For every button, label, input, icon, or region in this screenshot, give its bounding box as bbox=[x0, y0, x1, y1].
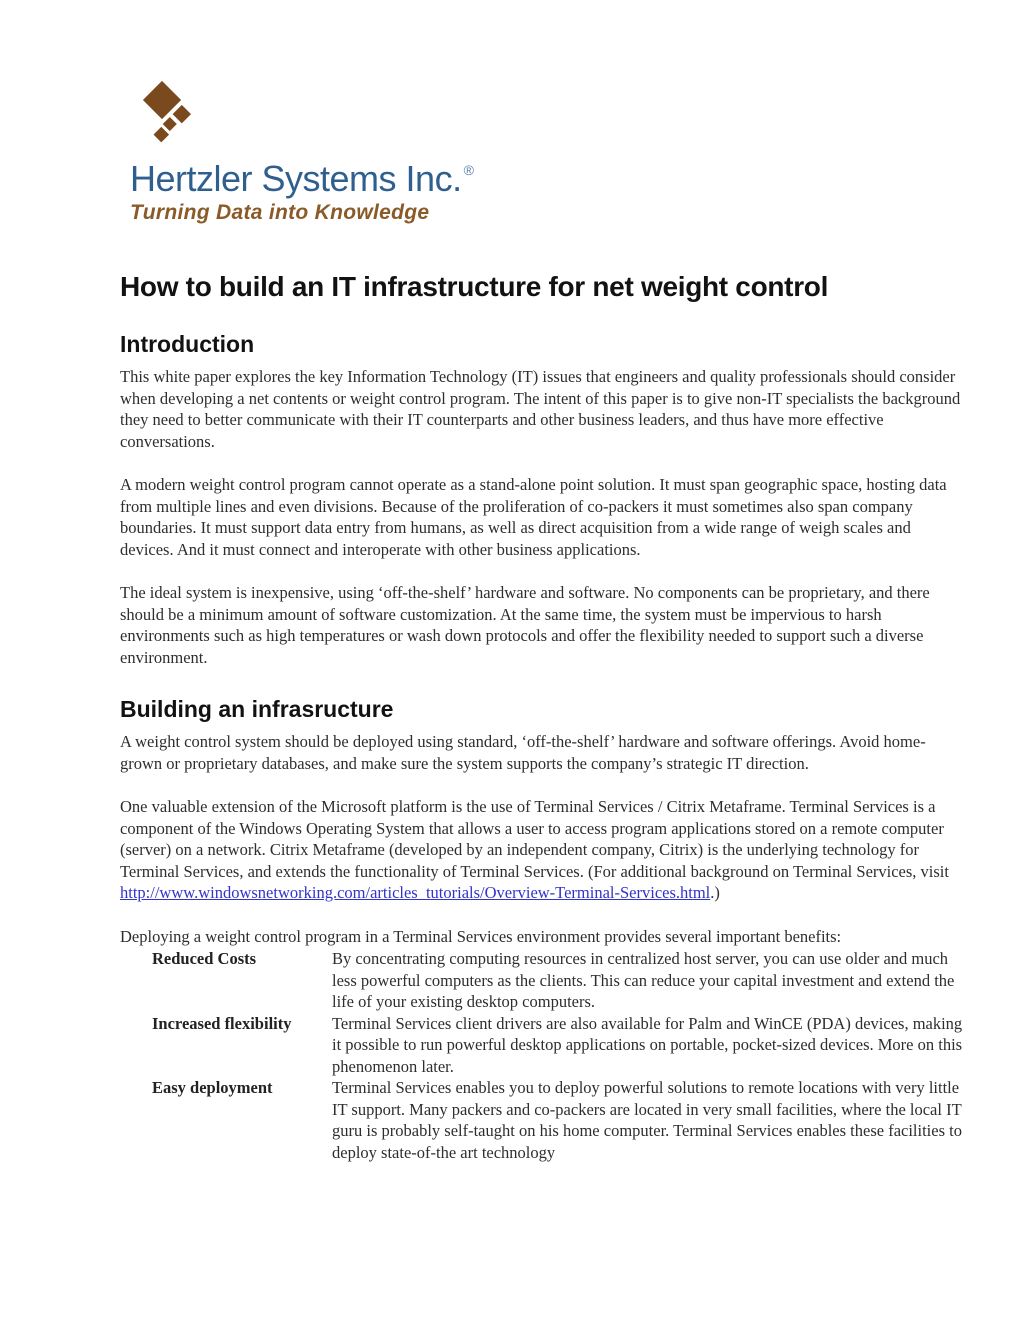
document-title: How to build an IT infrastructure for net weight control bbox=[120, 271, 829, 302]
benefit-row-increased-flexibility bbox=[152, 1013, 966, 1078]
company-tagline: Turning Data into Knowledge bbox=[130, 201, 430, 224]
building-paragraph-1: A weight control system should be deployed using standard, ‘off-the-shelf’ hardware and software offerings. Avoid home-grown or proprietary databases, and make sure the system supports the company’s strategic IT direction. bbox=[120, 732, 926, 773]
document-body bbox=[120, 271, 966, 1163]
benefit-term: Increased flexibility bbox=[152, 1013, 292, 1033]
terminal-services-link[interactable]: http://www.windowsnetworking.com/articles_tutorials/Overview-Terminal-Services.html bbox=[120, 883, 711, 902]
introduction-heading: Introduction bbox=[120, 331, 255, 357]
company-name-text: Hertzler Systems Inc. bbox=[130, 158, 462, 199]
section-introduction bbox=[120, 331, 966, 668]
benefit-term: Easy deployment bbox=[152, 1078, 273, 1097]
introduction-paragraph-3: The ideal system is inexpensive, using ‘off-the-shelf’ hardware and software. No components can be proprietary, and there should be a minimum amount of software customization. At the same time, the system must be impervious to harsh environments such as high temperatures or wash down protocols and offer the flexibility needed to support such a diverse environment. bbox=[120, 583, 930, 667]
benefit-description: Terminal Services enables you to deploy powerful solutions to remote locations with very little IT support. Many packers and co-packers are located in very small facilities, where the local IT guru is probably self-taught on his home computer. Terminal Services enables these facilities to deploy state-of-the art technology bbox=[332, 1078, 962, 1162]
terminal-services-text-after-link: .) bbox=[710, 883, 720, 902]
terminal-services-paragraph bbox=[120, 796, 966, 904]
building-infrastructure-heading: Building an infrasructure bbox=[120, 696, 394, 722]
introduction-paragraph-1: This white paper explores the key Information Technology (IT) issues that engineers and quality professionals should consider when developing a net contents or weight control program. The intent of this paper is to give non-IT specialists the background they need to better communicate with their IT counterparts and other business leaders, and thus have more effective conversations. bbox=[120, 367, 961, 451]
terminal-services-text: One valuable extension of the Microsoft platform is the use of Terminal Services / Citrix Metaframe. Terminal Services is a component of the Windows Operating System that allows a user to access program applications stored on a remote computer (server) on a network. Citrix Metaframe (developed by an independent company, Citrix) is the underlying technology for Terminal Services, and extends the functionality of Terminal Services. (For additional background on Terminal Services, visit bbox=[120, 797, 949, 881]
benefits-intro: Deploying a weight control program in a Terminal Services environment provides several important benefits: bbox=[120, 926, 842, 946]
introduction-paragraph-2: A modern weight control program cannot operate as a stand-alone point solution. It must span geographic space, hosting data from multiple lines and even divisions. Because of the proliferation of co-packers it must sometimes also span company boundaries. It must support data entry from humans, as well as direct acquisition from a wide range of weigh scales and devices. And it must connect and interoperate with other business applications. bbox=[120, 475, 947, 559]
benefits-list bbox=[120, 948, 966, 1163]
company-logo bbox=[130, 84, 964, 225]
benefit-description: By concentrating computing resources in centralized host server, you can use older and much less powerful computers as the clients. This can reduce your capital investment and extend the life of your existing desktop computers. bbox=[332, 949, 955, 1011]
benefit-term: Reduced Costs bbox=[152, 949, 257, 968]
benefit-row-easy-deployment bbox=[152, 1077, 966, 1163]
company-name bbox=[130, 150, 964, 199]
hertzler-diamond-logo-icon bbox=[130, 84, 214, 148]
section-building-infrastructure bbox=[120, 696, 966, 1163]
benefit-description: Terminal Services client drivers are also available for Palm and WinCE (PDA) devices, making it possible to run powerful desktop applications on portable, pocket-sized devices. More on this phenomenon later. bbox=[332, 1013, 963, 1076]
benefit-row-reduced-costs bbox=[152, 948, 966, 1013]
registered-trademark-symbol: ® bbox=[463, 162, 474, 178]
